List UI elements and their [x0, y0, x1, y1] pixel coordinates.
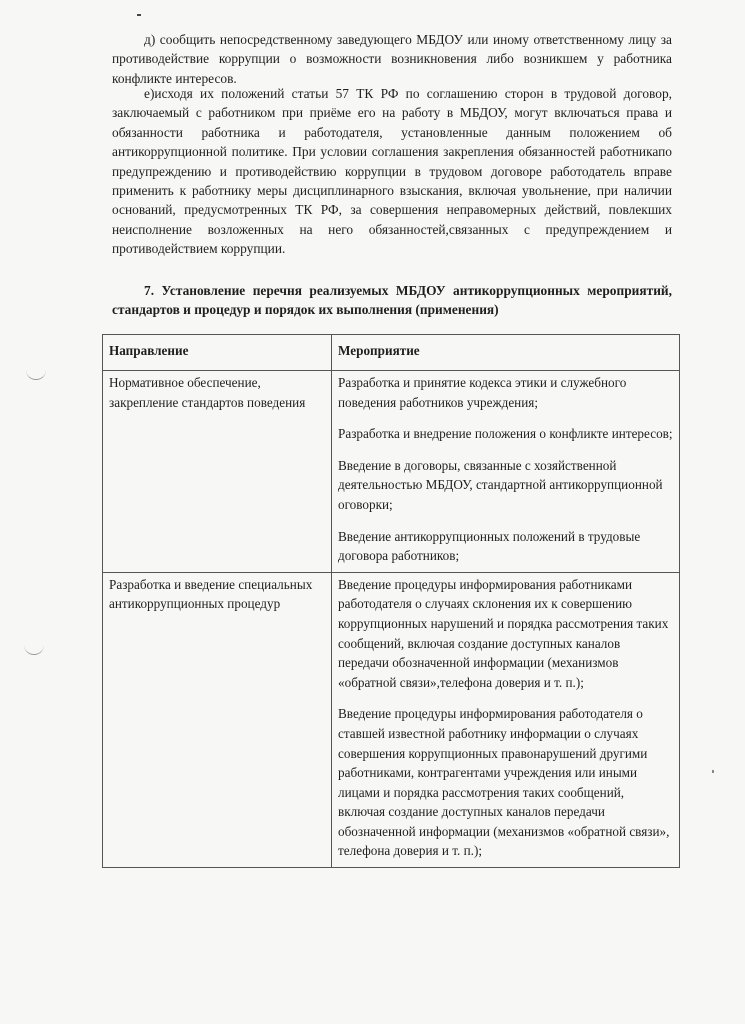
measure-item: Разработка и внедрение положения о конфликте интересов;: [338, 426, 673, 442]
paragraph-d: д) сообщить непосредственному заведующего МБДОУ или иному ответственному лицу за противодействие коррупции о возможности возникновения либо возникшем у работника конфликте интересов.: [112, 32, 672, 86]
scan-dot: [712, 770, 714, 773]
scan-punch-mark: [26, 365, 46, 380]
measure-item: Введение процедуры информирования работниками работодателя о случаях склонения их к совершению коррупционных нарушений и порядка рассмотрения таких сообщений, включая создание доступных каналов передачи обозначенной информации (механизмов «обратной связи»,телефона доверия и т. п.);: [338, 576, 669, 690]
measure-item: Введение в договоры, связанные с хозяйственной деятельностью МБДОУ, стандартной антикоррупционной оговорки;: [338, 457, 663, 512]
measures-table: [102, 334, 680, 868]
measure-item: Введение процедуры информирования работодателя о ставшей известной работнику информации о случаях совершения коррупционных правонарушений другими работниками, контрагентами учреждения или иными лицами и порядка рассмотрения таких сообщений, включая создание доступных каналов передачи обозначенной информации (механизмов «обратной связи», телефона доверия и т. п.);: [338, 706, 670, 859]
direction-cell: Нормативное обеспечение, закрепление стандартов поведения: [103, 371, 332, 573]
scan-dot: [137, 14, 141, 16]
measure-item: Введение антикоррупционных положений в трудовые договора работников;: [338, 528, 641, 564]
scan-punch-mark: [24, 640, 44, 655]
table-header-row: [103, 335, 680, 371]
measure-item: Разработка и принятие кодекса этики и служебного поведения работников учреждения;: [338, 375, 627, 410]
measures-cell: [332, 371, 680, 573]
paragraph-e: е)исходя их положений статьи 57 ТК РФ по соглашению сторон в трудовой договор, заключаемый с работником при приёме его на работу в МБДОУ, могут включаться права и обязанности работника и работодателя, установленные данным положением об антикоррупционной политике. При условии соглашения закрепления обязанностей работникапо предупреждению и противодействию коррупции в трудовом договоре работодатель вправе применить к работнику меры дисциплинарного взыскания, включая увольнение, при наличии оснований, предусмотренных ТК РФ, за совершения неправомерных действий, повлекших неисполнение возложенных на него обязанностей,связанных с предупреждением и противодействием коррупции.: [112, 86, 672, 257]
table-row: [103, 572, 680, 867]
measures-cell: [332, 572, 680, 867]
table-row: [103, 371, 680, 573]
header-measure: Мероприятие: [332, 335, 680, 371]
section-heading: 7. Установление перечня реализуемых МБДОУ антикоррупционных мероприятий, стандартов и процедур и порядок их выполнения (применения): [112, 283, 672, 317]
direction-cell: Разработка и введение специальных антикоррупционных процедур: [103, 572, 332, 867]
header-direction: Направление: [103, 335, 332, 371]
